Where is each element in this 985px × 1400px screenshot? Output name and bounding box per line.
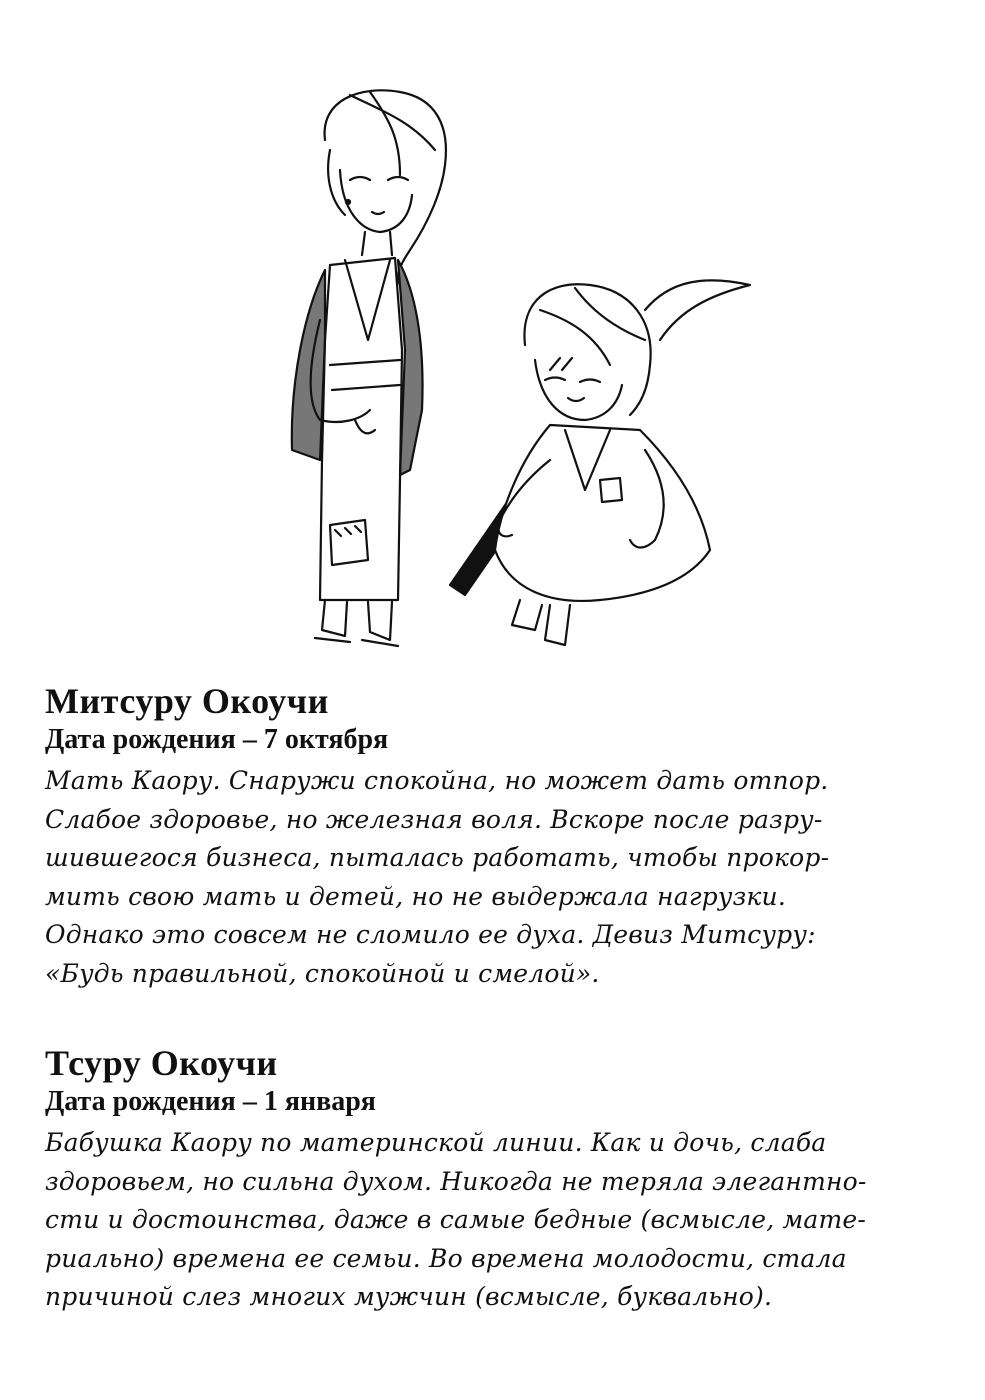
- bio-line: Бабушка Каору по материнской линии. Как и дочь, слаба: [45, 1128, 827, 1157]
- bio-line: Однако это совсем не сломило ее духа. Девиз Митсуру:: [45, 920, 816, 949]
- bio-line: причиной слез многих мужчин (всмысле, буквально).: [45, 1282, 773, 1311]
- birth-date: Дата рождения – 1 января: [45, 1086, 376, 1117]
- bio-line: здоровьем, но сильна духом. Никогда не теряла элегантно-: [45, 1166, 867, 1196]
- bio-line: «Будь правильной, спокойной и смелой».: [45, 958, 600, 988]
- character-name: Митсуру Окоучи: [45, 681, 329, 721]
- mitsuru-figure: [292, 90, 446, 646]
- bio-line: Мать Каору. Снаружи спокойна, но может дать отпор.: [45, 766, 829, 795]
- birth-date: Дата рождения – 7 октября: [45, 724, 389, 755]
- bio-line: сти и достоинства, даже в самые бедные (всмысле, мате-: [45, 1205, 867, 1234]
- profile-tsuru: [45, 1042, 945, 1317]
- bio-line: Слабое здоровье, но железная воля. Вскоре после разру-: [45, 804, 823, 834]
- bio-line: риально) времена ее семьи. Во времена молодости, стала: [45, 1243, 847, 1273]
- bio-line: мить свою мать и детей, но не выдержала нагрузки.: [45, 881, 786, 911]
- bio-line: шившегося бизнеса, пыталась работать, чтобы прокор-: [45, 843, 830, 872]
- profile-mitsuru: [45, 680, 945, 993]
- character-bio: [45, 1124, 945, 1317]
- character-name: Тсуру Окоучи: [45, 1043, 278, 1083]
- character-illustration: [250, 80, 770, 665]
- character-bio: [45, 762, 945, 993]
- tsuru-figure: [450, 280, 750, 645]
